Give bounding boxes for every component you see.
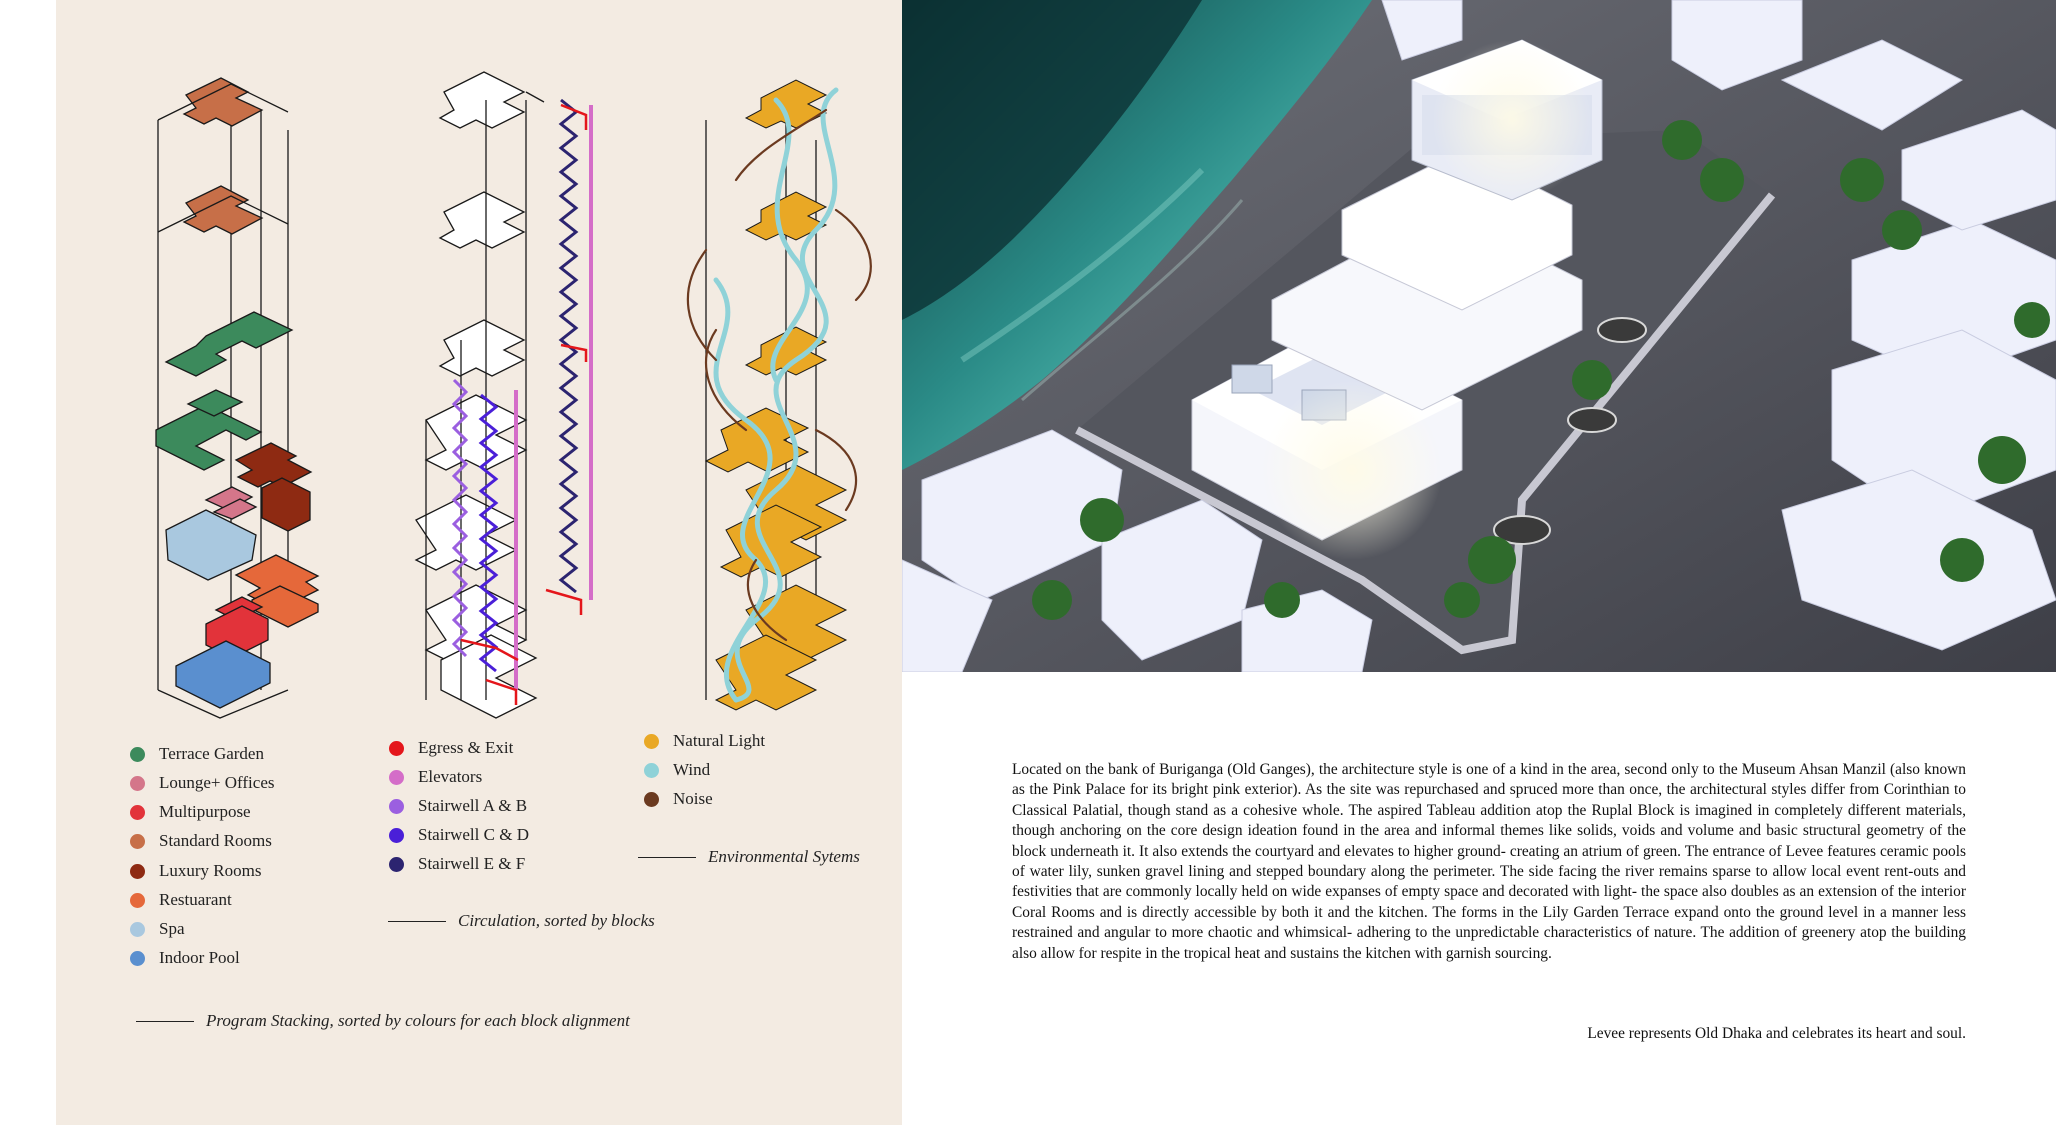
circulation-diagram — [416, 72, 591, 718]
legend-label: Restuarant — [159, 890, 232, 909]
legend-item-luxury-rooms — [130, 861, 261, 881]
color-swatch — [130, 776, 145, 791]
environmental-caption — [638, 847, 860, 867]
color-swatch — [130, 864, 145, 879]
legend-item-standard-rooms — [130, 831, 272, 851]
color-swatch — [130, 805, 145, 820]
legend-item-elevators — [389, 767, 482, 787]
legend-item-multipurpose — [130, 802, 251, 822]
aerial-render — [902, 0, 2056, 672]
program-legend — [130, 744, 390, 974]
legend-item-natural-light — [644, 731, 765, 751]
legend-label: Multipurpose — [159, 802, 251, 821]
legend-label: Stairwell A & B — [418, 796, 528, 815]
environmental-diagram — [688, 80, 871, 710]
color-swatch — [130, 747, 145, 762]
color-swatch — [130, 951, 145, 966]
legend-item-lounge-offices — [130, 773, 275, 793]
legend-label: Terrace Garden — [159, 744, 264, 763]
program-stacking-diagram — [156, 78, 318, 718]
caption-text: Circulation, sorted by blocks — [458, 911, 655, 930]
color-swatch — [389, 828, 404, 843]
color-swatch — [644, 792, 659, 807]
caption-text: Program Stacking, sorted by colours for each block alignment — [206, 1011, 630, 1030]
color-swatch — [130, 834, 145, 849]
color-swatch — [130, 893, 145, 908]
project-description: Located on the bank of Buriganga (Old Ganges), the architecture style is one of a kind in the area, second only to the Museum Ahsan Manzil (also known as the Pink Palace for its bright pink exterior). As the site was repurchased and spruced more than once, the architectural styles differ from Corinthian to Classical Palatial, though stand as a cohesive whole. The aspired Tableau addition atop the Ruplal Block is imagined in completely different materials, though anchoring on the core design ideation found in the area and informal themes like solids, voids and volume and basic structural geometry of the block underneath it. It also extends the courtyard and elevates to higher ground- creating an atrium of green. The entrance of Levee features ceramic pools of water lily, sunken gravel lining and stepped boundary along the perimeter. The side facing the river remains sparse to allow local event rent-outs and festivities that are commonly locally held on wide expanses of empty space and decorated with light- the space also doubles as an extension of the interior Coral Rooms and is directly accessible by both it and the kitchen. The forms in the Lily Garden Terrace expand onto the ground level in a manner less restrained and angular to more chaotic and whimsical- adhering to the unpredictable characteristics of nature. The addition of greenery atop the building also allow for respite in the tropical heat and sustains the kitchen with garnish sourcing. — [1012, 761, 1966, 962]
color-swatch — [389, 857, 404, 872]
legend-item-wind — [644, 760, 710, 780]
program-caption — [136, 1011, 630, 1031]
legend-item-stairwell-ab — [389, 796, 527, 816]
legend-label: Wind — [673, 760, 711, 779]
color-swatch — [130, 922, 145, 937]
legend-item-indoor-pool — [130, 948, 240, 968]
circulation-caption — [388, 911, 655, 931]
legend-item-terrace-garden — [130, 744, 264, 764]
legend-label: Standard Rooms — [159, 831, 272, 850]
caption-text: Environmental Sytems — [708, 847, 860, 866]
legend-item-restaurant — [130, 890, 232, 910]
legend-label: Indoor Pool — [159, 948, 240, 967]
closing-statement: Levee represents Old Dhaka and celebrates its heart and soul. — [1587, 1025, 1966, 1042]
legend-label: Noise — [673, 789, 713, 808]
legend-label: Elevators — [418, 767, 483, 786]
color-swatch — [389, 741, 404, 756]
circulation-legend — [389, 738, 609, 888]
legend-label: Lounge+ Offices — [159, 773, 275, 792]
legend-item-stairwell-cd — [389, 825, 529, 845]
caption-rule — [638, 857, 696, 858]
legend-label: Stairwell C & D — [418, 825, 529, 844]
caption-rule — [136, 1021, 194, 1022]
legend-label: Natural Light — [673, 731, 766, 750]
color-swatch — [644, 734, 659, 749]
legend-label: Egress & Exit — [418, 738, 514, 757]
legend-label: Luxury Rooms — [159, 861, 262, 880]
color-swatch — [644, 763, 659, 778]
color-swatch — [389, 799, 404, 814]
legend-label: Stairwell E & F — [418, 854, 526, 873]
color-swatch — [389, 770, 404, 785]
legend-item-noise — [644, 789, 713, 809]
axonometric-diagrams — [56, 0, 902, 720]
legend-item-egress-exit — [389, 738, 513, 758]
legend-item-spa — [130, 919, 185, 939]
caption-rule — [388, 921, 446, 922]
legend-label: Spa — [159, 919, 185, 938]
environmental-legend — [644, 731, 844, 821]
legend-item-stairwell-ef — [389, 854, 525, 874]
